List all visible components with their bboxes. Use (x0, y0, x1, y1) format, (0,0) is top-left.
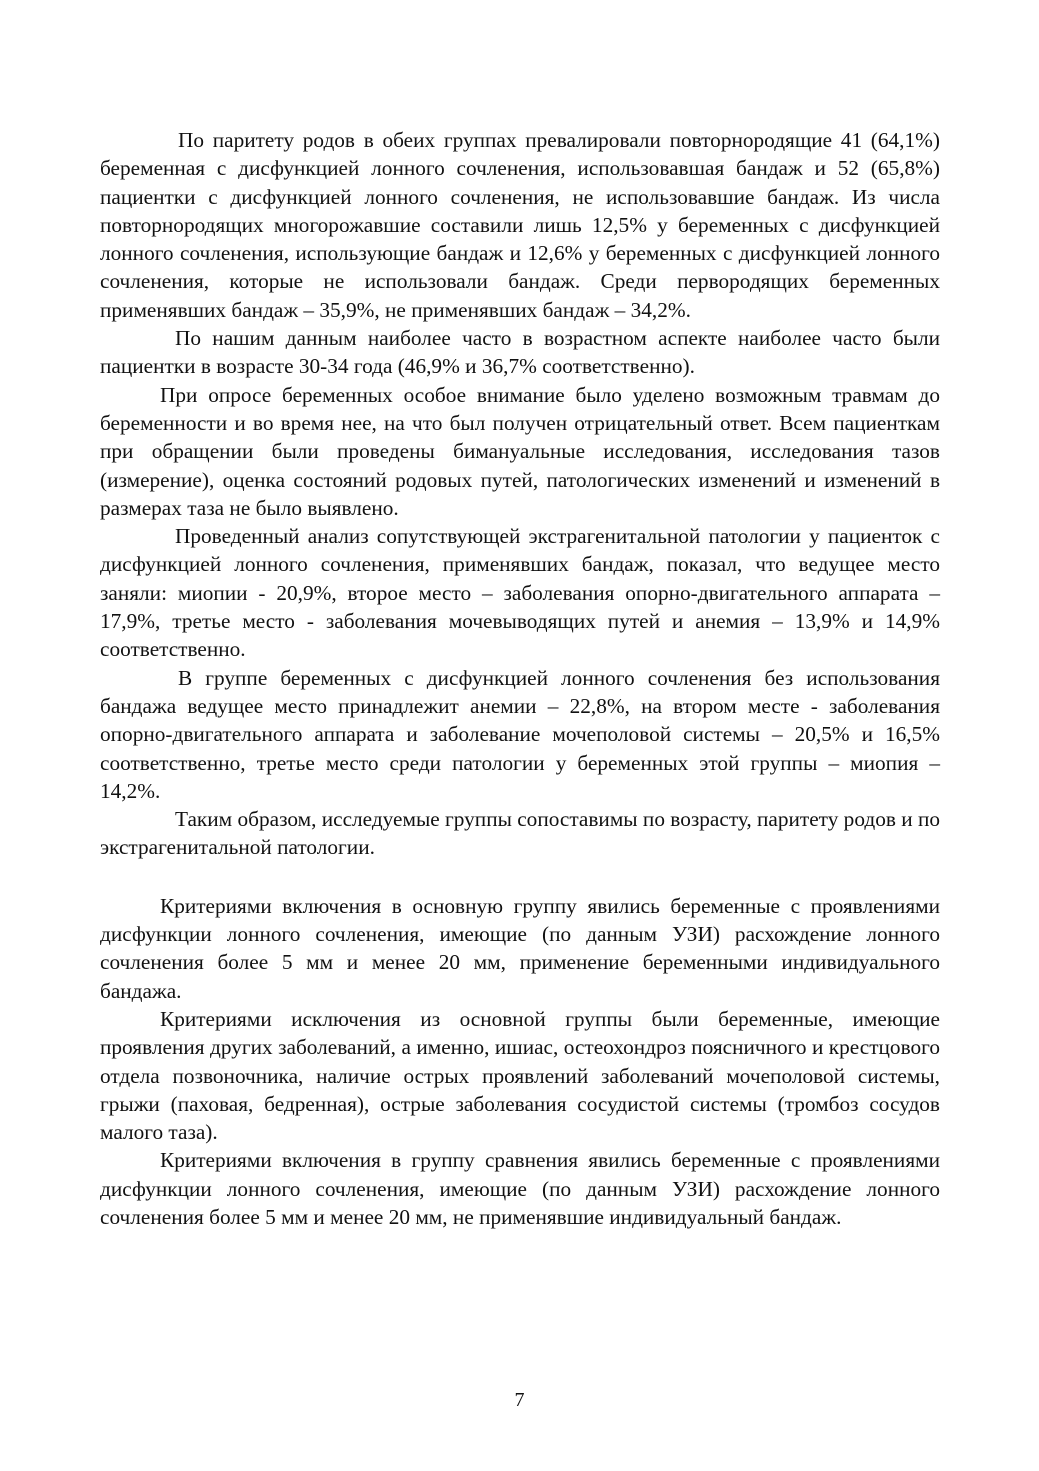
paragraph-age: По нашим данным наиболее часто в возрастном аспекте наиболее часто были пациентки в возрасте 30-34 года (46,9% и 36,7% соответственно). (100, 326, 940, 379)
paragraph-extragenital-bandage: Проведенный анализ сопутствующей экстрагенитальной патологии у пациенток с дисфункцией лонного сочленения, применявших бандаж, показал, что ведущее место заняли: миопии - 20,9%, второе место – заболевания опорно-двигательного аппарата – 17,9%, третье место - заболевания мочевыводящих путей и анемия – 13,9% и 14,9% соответственно. (100, 524, 940, 662)
page-number: 7 (514, 1389, 525, 1411)
paragraph-parity: По паритету родов в обеих группах превалировали повторнородящие 41 (64,1%) беременная с дисфункцией лонного сочленения, использовавшая бандаж и 52 (65,8%) пациентки с дисфункцией лонного сочленения, не использовавшие бандаж. Из числа повторнородящих многорожавшие составили лишь 12,5% у беременных с дисфункцией лонного сочленения, использующие бандаж и 12,6% у беременных с дисфункцией лонного сочленения, которые не использовали бандаж. Среди первородящих беременных применявших бандаж – 35,9%, не применявших бандаж – 34,2%. (100, 128, 940, 322)
paragraph-inclusion-comparison: Критериями включения в группу сравнения явились беременные с проявлениями дисфункции лонного сочленения, имеющие (по данным УЗИ) расхождение лонного сочленения более 5 мм и менее 20 мм, не применявшие индивидуальный бандаж. (100, 1148, 940, 1229)
paragraph-inclusion-main: Критериями включения в основную группу явились беременные с проявлениями дисфункции лонного сочленения, имеющие (по данным УЗИ) расхождение лонного сочленения более 5 мм и менее 20 мм, применение беременными индивидуального бандажа. (100, 893, 940, 1003)
paragraph-survey: При опросе беременных особое внимание было уделено возможным травмам до беременности и во время нее, на что был получен отрицательный ответ. Всем пациенткам при обращении были проведены бимануальные исследования, исследования тазов (измерение), оценка состояний родовых путей, патологических изменений и изменений в размерах таза не было выявлено. (100, 382, 940, 520)
page-body (100, 126, 940, 1231)
paragraph-extragenital-no-bandage: В группе беременных с дисфункцией лонного сочленения без использования бандажа ведущее место принадлежит анемии – 22,8%, на втором месте - заболевания опорно-двигательного аппарата и заболевание мочеполовой системы – 20,5% и 16,5% соответственно, третье место среди патологии у беременных этой группы – миопия – 14,2%. (100, 665, 940, 803)
paragraph-conclusion: Таким образом, исследуемые группы сопоставимы по возрасту, паритету родов и по экстрагенитальной патологии. (100, 807, 940, 860)
paragraph-exclusion-main: Критериями исключения из основной группы были беременные, имеющие проявления других заболеваний, а именно, ишиас, остеохондроз поясничного и крестцового отдела позвоночника, наличие острых проявлений заболеваний мочеполовой системы, грыжи (паховая, бедренная), острые заболевания сосудистой системы (тромбоз сосудов малого таза). (100, 1006, 940, 1145)
